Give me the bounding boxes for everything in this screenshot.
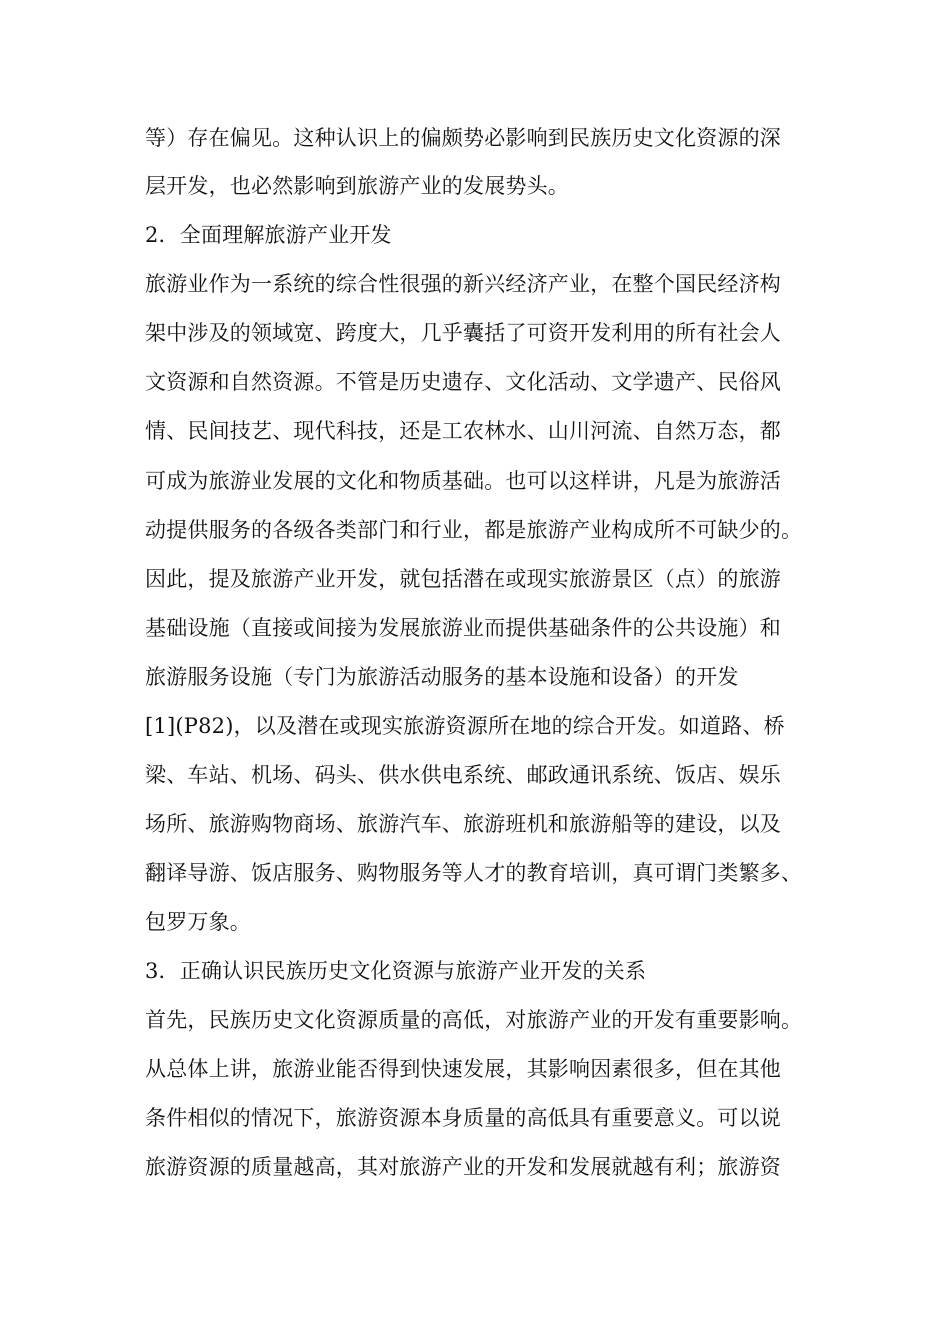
text-line: 条件相似的情况下，旅游资源本身质量的高低具有重要意义。可以说	[145, 1106, 781, 1130]
text-line: 包罗万象。	[145, 910, 251, 934]
text-line: 场所、旅游购物商场、旅游汽车、旅游班机和旅游船等的建设，以及	[145, 812, 781, 836]
text-line: 动提供服务的各级各类部门和行业，都是旅游产业构成所不可缺少的。	[145, 518, 803, 542]
text-line: 文资源和自然资源。不管是历史遗存、文化活动、文学遗产、民俗风	[145, 370, 781, 394]
section-heading: 2．全面理解旅游产业开发	[145, 223, 392, 247]
text-line: 梁、车站、机场、码头、供水供电系统、邮政通讯系统、饭店、娱乐	[145, 763, 781, 787]
text-line: 翻译导游、饭店服务、购物服务等人才的教育培训，真可谓门类繁多、	[145, 861, 803, 885]
text-line: 旅游业作为一系统的综合性很强的新兴经济产业，在整个国民经济构	[145, 272, 781, 296]
text-line: 架中涉及的领域宽、跨度大，几乎囊括了可资开发利用的所有社会人	[145, 321, 781, 345]
text-line: 从总体上讲，旅游业能否得到快速发展，其影响因素很多，但在其他	[145, 1057, 781, 1081]
text-line: 旅游服务设施（专门为旅游活动服务的基本设施和设备）的开发	[145, 665, 739, 689]
text-line: [1](P82)，以及潜在或现实旅游资源所在地的综合开发。如道路、桥	[145, 714, 785, 738]
text-line: 旅游资源的质量越高，其对旅游产业的开发和发展就越有利；旅游资	[145, 1155, 781, 1179]
section-heading: 3．正确认识民族历史文化资源与旅游产业开发的关系	[145, 959, 647, 983]
text-line: 首先，民族历史文化资源质量的高低，对旅游产业的开发有重要影响。	[145, 1008, 803, 1032]
text-line: 因此，提及旅游产业开发，就包括潜在或现实旅游景区（点）的旅游	[145, 567, 781, 591]
text-line: 可成为旅游业发展的文化和物质基础。也可以这样讲，凡是为旅游活	[145, 469, 781, 493]
text-line: 层开发，也必然影响到旅游产业的发展势头。	[145, 174, 569, 198]
text-line: 基础设施（直接或间接为发展旅游业而提供基础条件的公共设施）和	[145, 616, 781, 640]
text-line: 等）存在偏见。这种认识上的偏颇势必影响到民族历史文化资源的深	[145, 126, 781, 150]
text-line: 情、民间技艺、现代科技，还是工农林水、山川河流、自然万态，都	[145, 419, 781, 443]
